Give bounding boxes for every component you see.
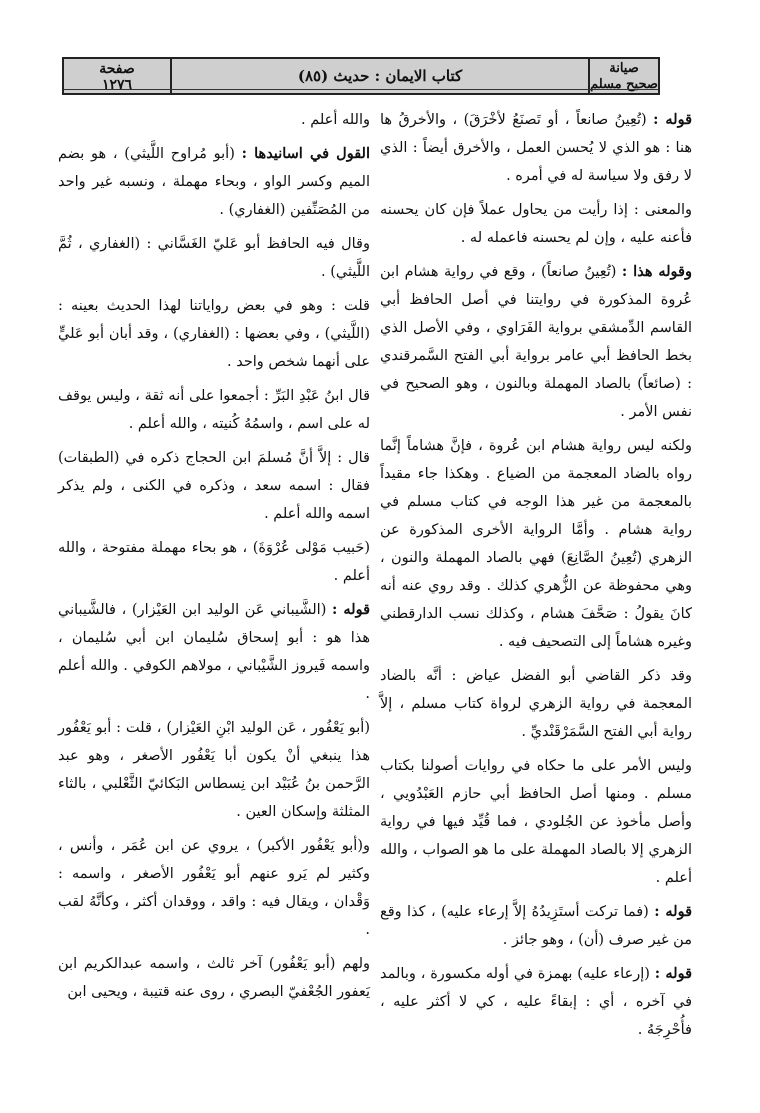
header-rule	[64, 89, 658, 90]
right-column	[380, 106, 692, 1096]
paragraph-text: (إرعاء عليه) بهمزة في أوله مكسورة ، وبالمد في آخره ، أي : إبقاءً عليه ، كي لا أكثر عليه ، فأُحْرِجَهُ .	[380, 966, 692, 1038]
paragraph-text: ولكنه ليس رواية هشام ابن عُروة ، فإنَّ هشاماً إنَّما رواه بالضاد المعجمة من الضياع . وهكذا جاء مقيداً بالمعجمة من غير هذا الوجه في كتاب مسلم في رواية هشام . وأمَّا الرواية الأخرى المذكورة عن الزهري (تُعِينُ الصَّانِعَ) فهي بالصاد المهملة والنون ، وهي محفوظة عن الزُّهري كذلك . وقد روي عنه أنه كانَ يقولُ : صَحَّفَ هشام ، وكذلك نسب الدارقطني وغيره هشاماً إلى التصحيف فيه .	[380, 438, 692, 650]
paragraph-text: (تُعِينُ صانعاً ، أو تَصنَعُ لأخْرَقَ) ، والأخرقُ ها هنا : هو الذي لا يُحسن العمل ، والأخرق أيضاً : الذي لا رفق ولا سياسة له في أمره .	[380, 112, 692, 184]
paragraph-lead: قوله :	[654, 965, 693, 982]
page-header	[62, 57, 660, 95]
paragraph-text: (أبو مُراوح اللَّيثي) ، هو بضم الميم وكسر الواو ، وبحاء مهملة ، ونسبه غير واحد من المُصَنِّفين (الغفاري) .	[58, 146, 370, 218]
page-label: صفحة	[99, 61, 135, 77]
paragraph	[380, 106, 692, 190]
paragraph-text: و(أبو يَعْفُور الأكبر) ، يروي عن ابن عُمَر ، وأنس ، وكثير لم يَرو عنهم أبو يَعْفُور الأصغر ، واسمه : وَقْدان ، ويقال فيه : واقد ، ووقدان أكثر ، وكأنَّهُ لقب .	[58, 838, 370, 938]
paragraph	[380, 898, 692, 954]
paragraph-text: والله أعلم .	[301, 112, 370, 128]
paragraph-text: وليس الأمر على ما حكاه في روايات أصولنا بكتاب مسلم . ومنها أصل الحافظ أبي حازم العَبْدُويي ، وأصل مأخوذ عن الجُلودي ، فما قُيِّد فيها في رواية الزهري إلا بالصاد المهملة على ما هو الصواب ، والله أعلم .	[380, 758, 692, 886]
paragraph	[380, 752, 692, 892]
paragraph	[58, 714, 370, 826]
left-column	[58, 106, 370, 1096]
paragraph	[58, 950, 370, 1006]
paragraph-text: وقال فيه الحافظ أبو عَليّ الغَسَّاني : (الغفاري ، ثُمَّ اللَّيثي) .	[58, 236, 370, 280]
paragraph	[380, 196, 692, 252]
paragraph-lead: القول في اسانيدها :	[241, 145, 370, 162]
paragraph	[58, 292, 370, 376]
page-number: ١٢٧٦	[101, 77, 133, 93]
paragraph-text: قال : إلاَّ أنَّ مُسلمَ ابن الحجاج ذكره في (الطبقات) فقال : اسمه سعد ، وذكره في الكنى ، ولم يذكر اسمه والله أعلم .	[58, 450, 370, 522]
paragraph-text: وقد ذكر القاضي أبو الفضل عياض : أنَّه بالضاد المعجمة في رواية الزهري لرواة كتاب مسلم ، إلاَّ رواية أبي الفتح السَّمَرْقَنْديِّ .	[380, 668, 692, 740]
paragraph	[58, 140, 370, 224]
paragraph	[58, 444, 370, 528]
paragraph-text: (الشَّيباني عَن الوليد ابن العَيْزار) ، فالشَّيباني هذا هو : أبو إسحاق سُليمان ابن أبي سُليمان ، واسمه فَيروز الشَّيْباني ، مولاهم الكوفي . والله أعلم .	[58, 602, 370, 702]
paragraph	[58, 832, 370, 944]
paragraph	[58, 106, 370, 134]
paragraph	[58, 230, 370, 286]
chapter-title: كتاب الايمان : حديث (٨٥)	[297, 67, 463, 85]
paragraph	[380, 432, 692, 656]
paragraph-text: ولهم (أبو يَعْفُور) آخر ثالث ، واسمه عبدالكريم ابن يَعفور الجُعْفيّ البصري ، روى عنه قتيبة ، ويحيى ابن	[58, 956, 370, 1000]
paragraph-lead: وقوله هذا :	[621, 263, 692, 280]
paragraph	[380, 960, 692, 1044]
paragraph-text: (حَبيب مَوْلى عُرْوَةَ) ، هو بحاء مهملة مفتوحة ، والله أعلم .	[58, 540, 370, 584]
paragraph	[58, 382, 370, 438]
paragraph-text: والمعنى : إذا رأيت من يحاول عملاً فإن كان يحسنه فأعنه عليه ، وإن لم يحسنه فاعمله له .	[380, 202, 692, 246]
paragraph-text: (تُعِينُ صانعاً) ، وقع في رواية هشام ابن عُروة المذكورة في روايتنا في أصل الحافظ أبي القاسم الدِّمشقي برواية الفَرَاوي ، وفي الأصل الذي بخط الحافظ أبي عامر برواية أبي الفتح السَّمرقندي : (صائعاً) بالصاد المهملة وبالنون ، وهو الصحيح في نفس الأمر .	[380, 264, 692, 420]
paragraph-text: قلت : وهو في بعض رواياتنا لهذا الحديث بعينه : (اللَّيثي) ، وفي بعضها : (الغفاري) ، وقد أبان أبو عَليٍّ على أنهما شخص واحد .	[58, 298, 370, 370]
paragraph	[58, 534, 370, 590]
paragraph-text: (أبو يَعْفُور ، عَن الوليد ابْنِ العَيْزار) ، قلت : أبو يَعْفُور هذا ينبغي أنْ يكون أبا يَعْفُور الأصغر ، وهو عبد الرَّحمن بنُ عُبَيْد ابن نِسطاس البَكائيّ الثَّعْلبي ، بالثاء المثلثة وإسكان العين .	[58, 720, 370, 820]
paragraph	[380, 662, 692, 746]
paragraph-lead: قوله :	[653, 111, 692, 128]
paragraph-text: (فما تركت أستَزِيدُهُ إلاَّ إرعاء عليه) ، كذا وقع من غير صرف (أن) ، وهو جائز .	[380, 904, 692, 948]
series-title-line1: صيانة	[609, 61, 639, 76]
paragraph	[58, 596, 370, 708]
series-title-line2: صحيح مسلم	[590, 77, 658, 92]
paragraph-lead: قوله :	[331, 601, 371, 618]
paragraph	[380, 258, 692, 426]
paragraph-lead: قوله :	[654, 903, 692, 920]
paragraph-text: قال ابنُ عَبْدِ البَرِّ : أجمعوا على أنه ثقة ، وليس يوقف له على اسم ، واسمُهُ كُنيته ، والله أعلم .	[58, 388, 370, 432]
